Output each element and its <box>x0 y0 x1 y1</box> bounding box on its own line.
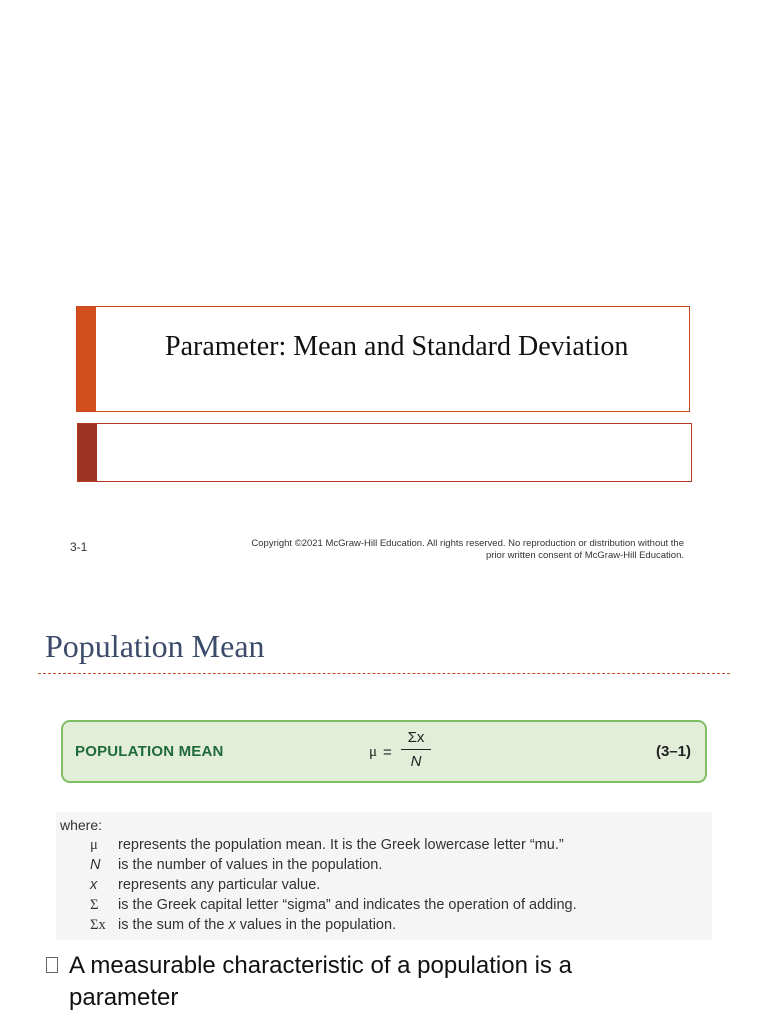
definition-row <box>90 875 320 895</box>
where-label: where: <box>60 817 103 833</box>
slide-subtitle-box <box>77 423 692 482</box>
definition-row <box>90 895 577 915</box>
definition-symbol: Σx <box>90 917 106 933</box>
formula-equals: = <box>383 744 392 761</box>
copyright-notice <box>164 538 684 562</box>
definition-text-after: values in the population. <box>235 917 397 933</box>
definition-row <box>90 835 564 855</box>
page-title: Population Mean <box>45 628 265 664</box>
definition-text-before: is the sum of the <box>118 917 229 933</box>
definitions-panel <box>56 812 712 940</box>
formula-label: POPULATION MEAN <box>75 743 224 760</box>
subtitle-accent-bar <box>78 424 97 481</box>
definition-text: is the Greek capital letter “sigma” and indicates the operation of adding. <box>118 897 577 913</box>
slide-number: 3-1 <box>70 540 88 554</box>
formula-numerator: Σx <box>407 729 425 746</box>
definition-text: represents the population mean. It is the Greek lowercase letter “mu.” <box>118 837 564 853</box>
copyright-line-1: Copyright ©2021 McGraw-Hill Education. All rights reserved. No reproduction or distribution without the <box>251 538 684 549</box>
formula-denominator: N <box>410 753 422 770</box>
definition-row <box>90 915 396 935</box>
population-mean-formula <box>369 728 439 776</box>
formula-box <box>61 720 707 783</box>
formula-fraction <box>401 728 431 772</box>
definition-symbol: Σ <box>90 897 99 913</box>
definition-symbol: μ <box>90 837 98 853</box>
fraction-bar <box>401 749 431 750</box>
slide-title-box <box>76 306 690 412</box>
definition-text-italic: x <box>228 917 236 933</box>
definition-row <box>90 855 382 875</box>
copyright-line-2: prior written consent of McGraw-Hill Education. <box>486 550 684 561</box>
definition-symbol: x <box>90 877 98 893</box>
definition-text: represents any particular value. <box>118 877 321 893</box>
bullet-text: A measurable characteristic of a population is a parameter <box>69 952 572 1011</box>
title-divider <box>38 673 730 674</box>
title-accent-bar <box>77 307 96 411</box>
square-bullet-icon <box>46 957 58 973</box>
definition-text: is the number of values in the population. <box>118 857 383 873</box>
slide-title: Parameter: Mean and Standard Deviation <box>165 331 629 362</box>
definition-symbol: N <box>90 857 101 873</box>
equation-number: (3–1) <box>655 743 691 760</box>
formula-lhs: μ <box>369 744 378 760</box>
